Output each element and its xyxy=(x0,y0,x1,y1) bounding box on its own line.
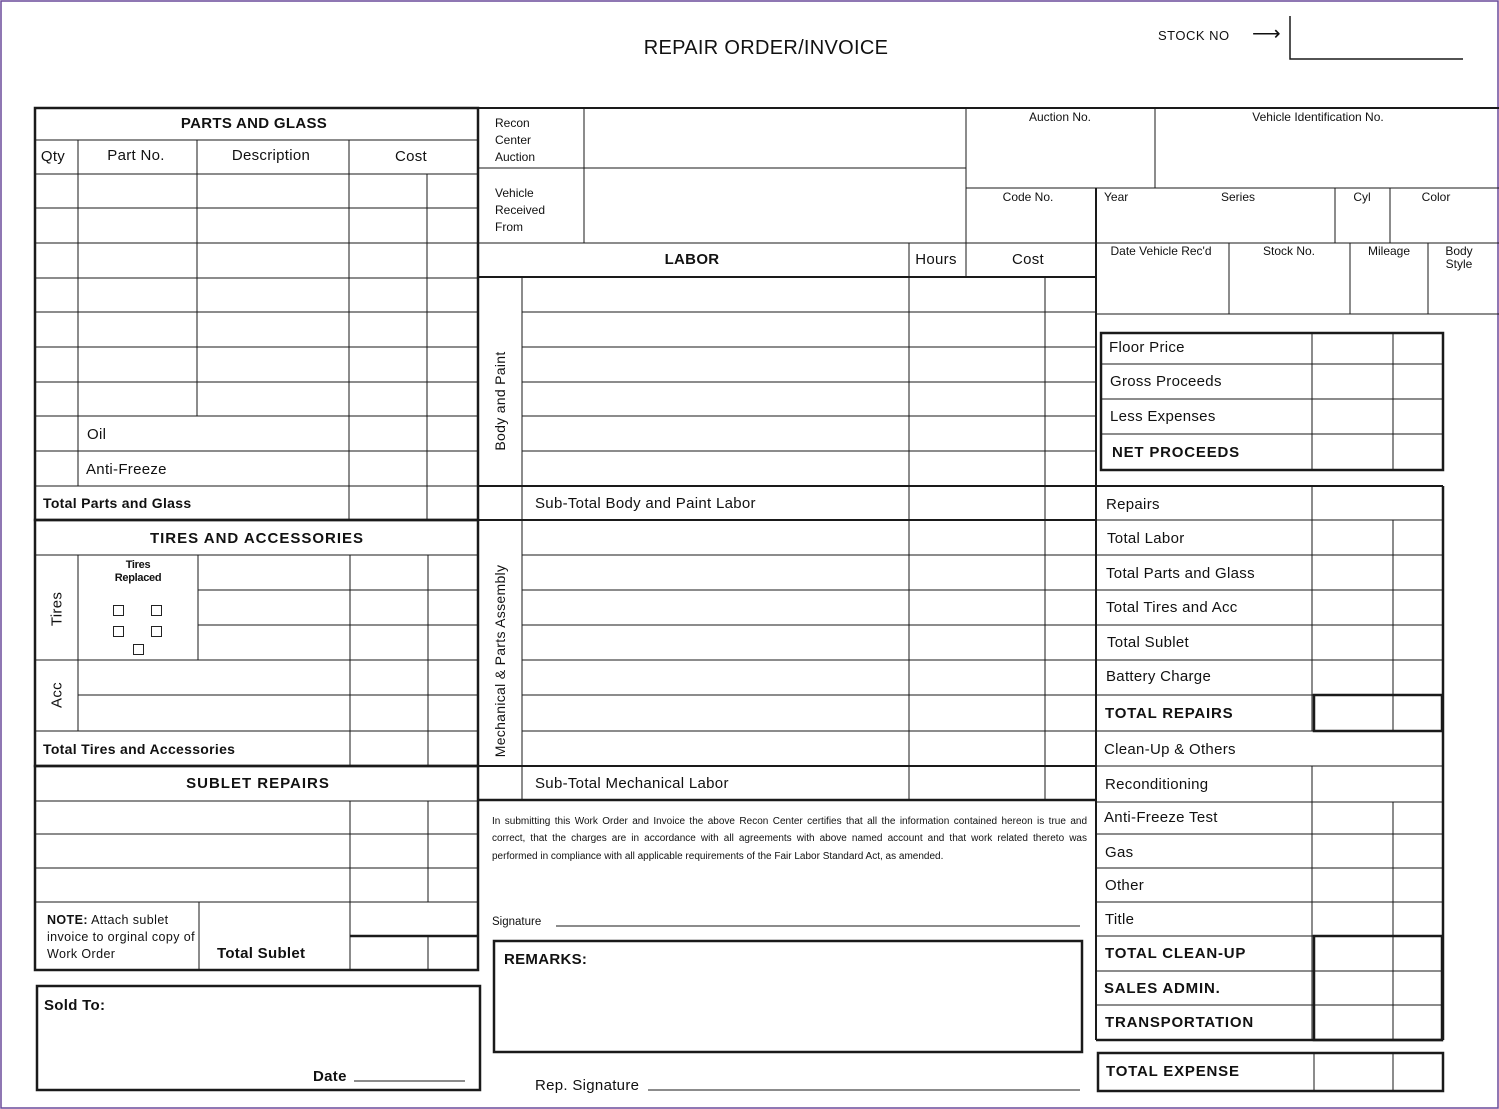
col-description-header: Description xyxy=(231,147,311,164)
col-cost-header: Cost xyxy=(394,148,428,165)
sublet-note: NOTE: Attach sublet invoice to orginal copy of Work Order xyxy=(47,913,195,961)
cyl-label: Cyl xyxy=(1353,190,1371,204)
body-paint-labor-entry[interactable] xyxy=(524,279,908,485)
remarks-label: REMARKS: xyxy=(504,951,588,968)
tire-checkbox-spare[interactable] xyxy=(133,644,144,655)
mechanical-labor-entry[interactable] xyxy=(524,522,908,765)
parts-glass-title: PARTS AND GLASS xyxy=(180,115,328,132)
color-label: Color xyxy=(1421,190,1451,204)
battery-charge-label: Battery Charge xyxy=(1106,668,1212,685)
reconditioning-label: Reconditioning xyxy=(1105,776,1209,793)
sold-to-field[interactable] xyxy=(40,1020,476,1065)
gas-label: Gas xyxy=(1105,844,1134,861)
tire-checkbox-2[interactable] xyxy=(151,605,162,616)
date-received-label: Date Vehicle Rec'd xyxy=(1110,244,1212,258)
sublet-repairs-title: SUBLET REPAIRS xyxy=(186,775,330,792)
total-cleanup-label: TOTAL CLEAN-UP xyxy=(1105,945,1247,962)
stock-no-field[interactable] xyxy=(1292,17,1462,58)
mechanical-subtotal-label: Sub-Total Mechanical Labor xyxy=(535,775,729,792)
certification-text: In submitting this Work Order and Invoice the above Recon Center certifies that all the information contained hereon is true and correct, that the charges are in accordance with all agreements with above named account and that work related thereto was performed in compliance with all applicable requirements of the Fair Labor Standard Act, as amended. xyxy=(492,816,1087,862)
tire-checkbox-4[interactable] xyxy=(151,626,162,637)
body-style-label: Body Style xyxy=(1445,244,1473,271)
total-sublet-expense-label: Total Sublet xyxy=(1107,634,1189,651)
floor-price-label: Floor Price xyxy=(1109,339,1185,356)
repairs-label: Repairs xyxy=(1106,496,1160,513)
transportation-label: TRANSPORTATION xyxy=(1105,1014,1254,1031)
total-expense-field[interactable] xyxy=(1315,1055,1442,1090)
labor-hours-header: Hours xyxy=(915,251,957,268)
body-paint-subtotal-label: Sub-Total Body and Paint Labor xyxy=(535,495,756,512)
page-title: REPAIR ORDER/INVOICE xyxy=(643,37,889,59)
tire-checkbox-3[interactable] xyxy=(113,626,124,637)
total-parts-label: Total Parts and Glass xyxy=(1106,565,1255,582)
oil-label: Oil xyxy=(87,426,107,443)
vehicle-received-field[interactable] xyxy=(586,170,964,241)
sold-to-label: Sold To: xyxy=(44,997,106,1014)
repairs-amount-column[interactable] xyxy=(1314,488,1442,730)
rep-signature-field[interactable] xyxy=(648,1070,1080,1090)
sales-admin-label: SALES ADMIN. xyxy=(1104,980,1221,997)
tire-checkbox-1[interactable] xyxy=(113,605,124,616)
antifreeze-test-label: Anti-Freeze Test xyxy=(1104,809,1218,826)
mechanical-side-label: Mechanical & Parts Assembly xyxy=(492,564,508,758)
total-tires-label: Total Tires and Acc xyxy=(1106,599,1238,616)
stock-number-label: Stock No. xyxy=(1262,244,1316,258)
vehicle-received-label: Vehicle Received From xyxy=(495,186,546,234)
cleanup-others-label: Clean-Up & Others xyxy=(1104,741,1236,758)
col-qty-header: Qty xyxy=(40,148,66,165)
date-label: Date xyxy=(313,1068,347,1085)
less-expenses-label: Less Expenses xyxy=(1110,408,1216,425)
recon-center-label: Recon Center Auction xyxy=(495,116,536,164)
auction-no-label: Auction No. xyxy=(1028,110,1092,124)
acc-side-label: Acc xyxy=(48,682,66,708)
antifreeze-label: Anti-Freeze xyxy=(86,461,167,478)
total-labor-label: Total Labor xyxy=(1107,530,1185,547)
tires-side-label: Tires xyxy=(48,591,66,627)
total-parts-glass-label: Total Parts and Glass xyxy=(43,495,192,511)
mileage-label: Mileage xyxy=(1367,244,1411,258)
labor-cost-header: Cost xyxy=(1011,251,1045,268)
code-no-label: Code No. xyxy=(1002,190,1054,204)
signature-label: Signature xyxy=(492,916,542,928)
labor-title: LABOR xyxy=(664,251,720,268)
vin-label: Vehicle Identification No. xyxy=(1252,110,1384,124)
body-paint-side-label: Body and Paint xyxy=(492,351,508,451)
arrow-right-icon: ⟶ xyxy=(1252,23,1281,45)
total-sublet-label: Total Sublet xyxy=(217,945,306,962)
stock-no-label: STOCK NO xyxy=(1158,28,1230,43)
year-label: Year xyxy=(1104,190,1129,204)
series-label: Series xyxy=(1220,190,1256,204)
tires-accessories-title: TIRES AND ACCESSORIES xyxy=(149,530,365,547)
rep-signature-label: Rep. Signature xyxy=(535,1077,640,1094)
cleanup-amount-column[interactable] xyxy=(1314,768,1442,1039)
recon-center-field[interactable] xyxy=(586,110,964,166)
total-repairs-label: TOTAL REPAIRS xyxy=(1105,705,1234,722)
col-part-no-header: Part No. xyxy=(107,147,165,164)
title-expense-label: Title xyxy=(1105,911,1135,928)
tires-replaced-label: Tires Replaced xyxy=(114,559,162,584)
parts-entry-area[interactable] xyxy=(79,175,425,415)
other-label: Other xyxy=(1105,877,1145,894)
signature-field[interactable] xyxy=(556,906,1080,926)
gross-proceeds-label: Gross Proceeds xyxy=(1110,373,1222,390)
total-expense-label: TOTAL EXPENSE xyxy=(1106,1063,1240,1080)
net-proceeds-label: NET PROCEEDS xyxy=(1112,444,1240,461)
total-tires-accessories-label: Total Tires and Accessories xyxy=(43,741,236,757)
remarks-field[interactable] xyxy=(497,972,1079,1049)
